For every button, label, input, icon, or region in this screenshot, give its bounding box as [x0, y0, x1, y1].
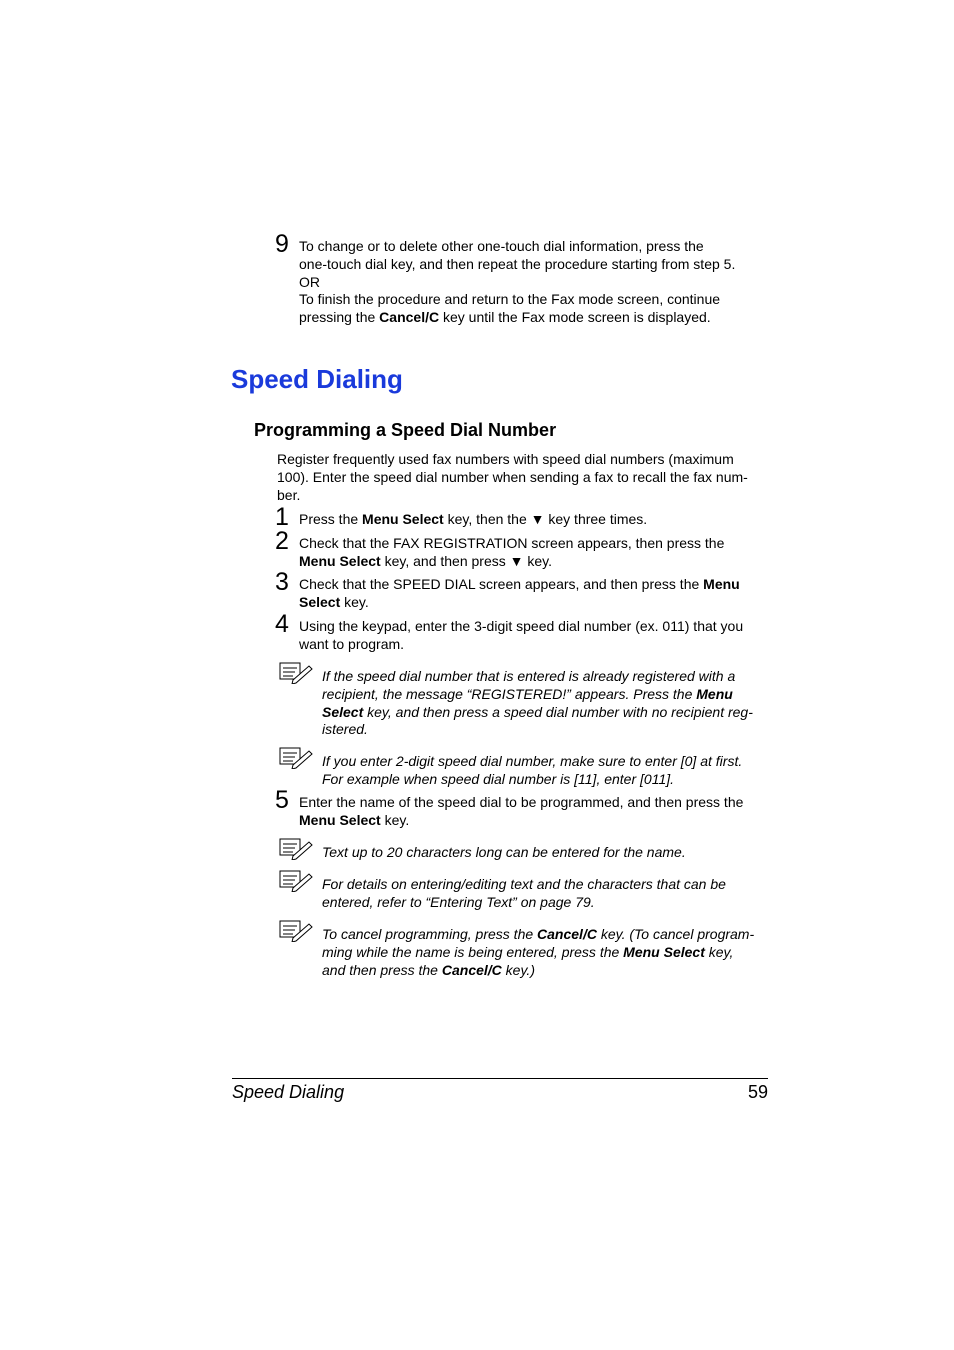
step-5-line: Enter the name of the speed dial to be programmed, and then press the	[299, 794, 744, 810]
note-line: If the speed dial number that is entered is already registered with a	[322, 668, 736, 684]
note-line	[322, 704, 769, 722]
text-run: key.	[340, 593, 369, 610]
text-run: key. (To cancel program-	[596, 926, 755, 942]
step-9-line: one-touch dial key, and then repeat the procedure starting from step 5.	[299, 255, 736, 272]
key-name: Menu Select	[299, 811, 381, 828]
note-line	[322, 926, 769, 944]
note-line: For details on entering/editing text and the characters that can be	[322, 876, 726, 892]
text-run: and then press the	[322, 961, 442, 978]
key-name: Menu Select	[299, 552, 381, 569]
step-9-line: To finish the procedure and return to the Fax mode screen, continue	[299, 291, 721, 308]
subsection-heading: Programming a Speed Dial Number	[254, 420, 557, 440]
note-line: If you enter 2-digit speed dial number, make sure to enter [0] at first.	[322, 753, 743, 769]
text-run: recipient, the message “REGISTERED!” appears. Press the	[322, 685, 697, 702]
page-number: 59	[747, 1082, 768, 1102]
note-pencil-icon	[279, 920, 313, 942]
note-pencil-icon	[279, 870, 313, 892]
footer-section-title: Speed Dialing	[232, 1082, 345, 1102]
note-line	[322, 962, 769, 980]
note-1	[322, 668, 769, 739]
text-run: key.)	[501, 961, 535, 978]
text-run: Check that the SPEED DIAL screen appears, and then press the	[299, 576, 704, 592]
step-9-line: OR	[299, 273, 320, 290]
key-name: Cancel/C	[441, 961, 502, 978]
step-3-line	[299, 576, 769, 594]
step-number-5: 5	[275, 786, 289, 814]
key-name: Menu	[703, 576, 740, 592]
text-run: key, and then press ▼ key.	[380, 552, 553, 569]
text-run: key, then the ▼ key three times.	[443, 511, 648, 527]
note-pencil-icon	[279, 747, 313, 769]
note-line: Text up to 20 characters long can be entered for the name.	[322, 844, 686, 860]
note-5	[322, 926, 769, 979]
footer-divider	[232, 1078, 768, 1079]
text-run: key, and then press a speed dial number with no recipient reg-	[363, 703, 753, 720]
note-2	[322, 753, 769, 789]
text-run: key,	[704, 943, 734, 960]
step-2-line: Check that the FAX REGISTRATION screen appears, then press the	[299, 535, 725, 551]
key-name: Menu	[696, 685, 733, 702]
intro-line: ber.	[277, 486, 301, 503]
intro-line: Register frequently used fax numbers with speed dial numbers (maximum	[277, 451, 734, 467]
step-number-3: 3	[275, 568, 289, 596]
step-number-2: 2	[275, 527, 289, 555]
step-4-line: want to program.	[299, 635, 405, 652]
note-3	[322, 844, 769, 862]
note-line: istered.	[322, 721, 368, 738]
key-name: Menu Select	[623, 943, 705, 960]
step-5-line	[299, 812, 769, 830]
text-run: pressing the	[299, 309, 380, 326]
text-run: key until the Fax mode screen is displayed.	[439, 309, 711, 326]
intro-paragraph	[277, 451, 767, 504]
note-line	[322, 686, 769, 704]
step-9-text	[299, 238, 769, 327]
text-run: ming while the name is being entered, press the	[322, 943, 624, 960]
step-5-text	[299, 794, 769, 830]
note-line: For example when speed dial number is [11], enter [011].	[322, 770, 675, 787]
step-number-9: 9	[275, 230, 289, 258]
note-line: entered, refer to “Entering Text” on page 79.	[322, 893, 595, 910]
section-heading: Speed Dialing	[231, 364, 403, 394]
key-name: Select	[322, 703, 364, 720]
note-line	[322, 944, 769, 962]
key-name: Cancel/C	[537, 926, 597, 942]
key-name: Menu Select	[362, 511, 444, 527]
step-3-text	[299, 576, 769, 612]
step-2-text	[299, 535, 769, 571]
text-run: Press the	[299, 511, 363, 527]
key-name: Cancel/C	[379, 309, 440, 326]
step-4-text	[299, 618, 769, 654]
note-pencil-icon	[279, 838, 313, 860]
step-number-1: 1	[275, 503, 289, 531]
step-3-line	[299, 594, 769, 612]
step-9-line	[299, 309, 769, 327]
step-4-line: Using the keypad, enter the 3-digit speed dial number (ex. 011) that you	[299, 618, 744, 634]
step-1-text	[299, 511, 769, 529]
step-number-4: 4	[275, 610, 289, 638]
text-run: To cancel programming, press the	[322, 926, 538, 942]
step-2-line	[299, 553, 769, 571]
step-9-line: To change or to delete other one-touch dial information, press the	[299, 238, 704, 254]
note-pencil-icon	[279, 662, 313, 684]
key-name: Select	[299, 593, 341, 610]
note-4	[322, 876, 769, 912]
text-run: key.	[380, 811, 410, 828]
intro-line: 100). Enter the speed dial number when sending a fax to recall the fax num-	[277, 468, 748, 485]
